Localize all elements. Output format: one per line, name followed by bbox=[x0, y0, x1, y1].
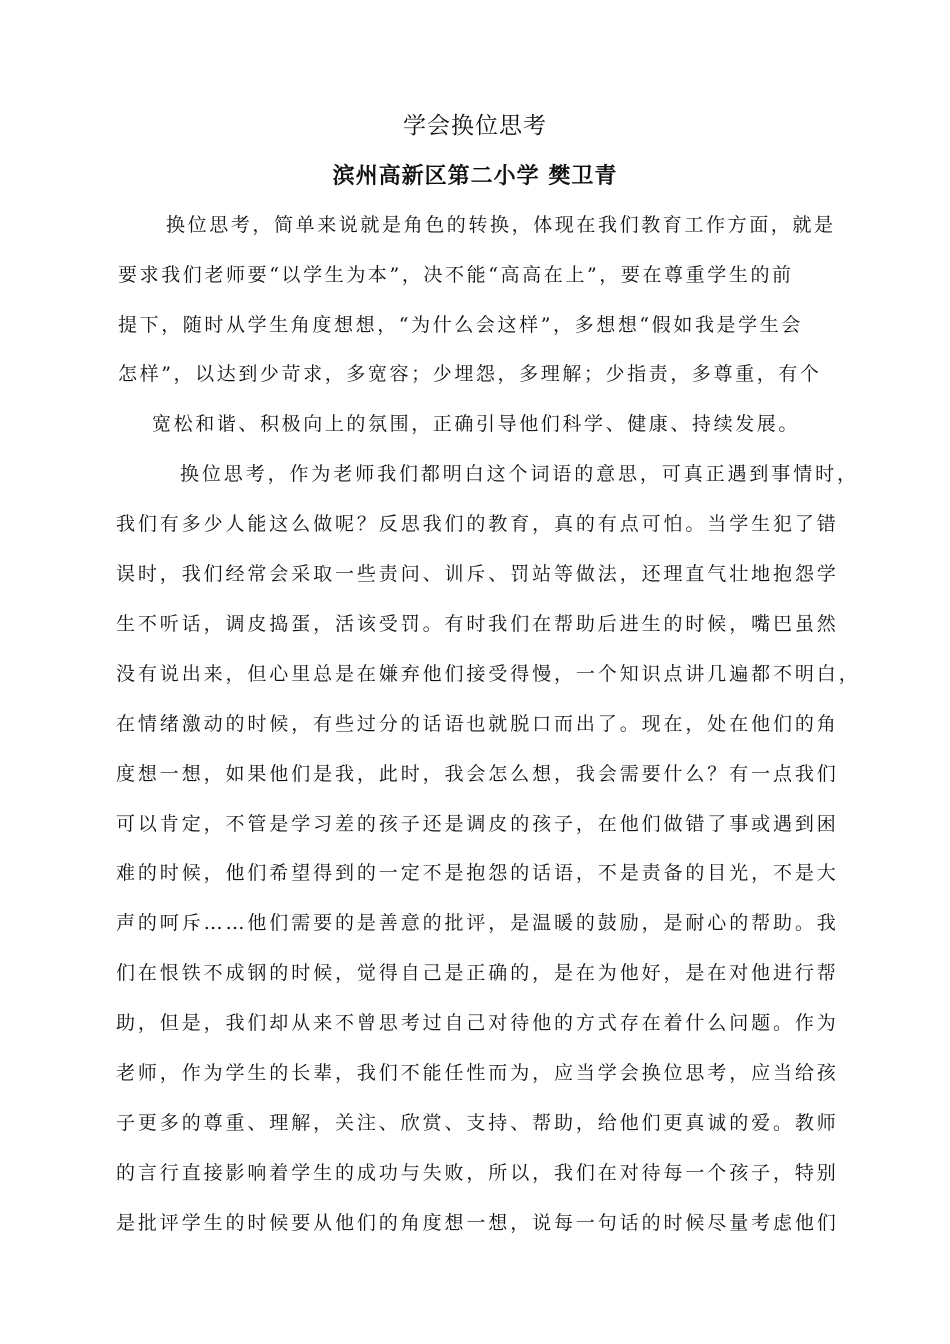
text-line: 怎样”，以达到少苛求，多宽容；少埋怨，多理解；少指责，多尊重，有个 bbox=[118, 363, 822, 385]
text-line: 的言行直接影响着学生的成功与失败，所以，我们在对待每一个孩子，特别 bbox=[116, 1162, 839, 1184]
text-line: 子更多的尊重、理解，关注、欣赏、支持、帮助，给他们更真诚的爱。教师 bbox=[116, 1112, 839, 1134]
document-title: 学会换位思考 bbox=[403, 113, 547, 139]
text-line: 们在恨铁不成钢的时候，觉得自己是正确的，是在为他好，是在对他进行帮 bbox=[116, 962, 839, 984]
text-line: 换位思考，作为老师我们都明白这个词语的意思，可真正遇到事情时， bbox=[180, 463, 859, 485]
text-line: 声的呵斥……他们需要的是善意的批评，是温暖的鼓励，是耐心的帮助。我 bbox=[116, 912, 839, 934]
text-line: 没有说出来，但心里总是在嫌弃他们接受得慢，一个知识点讲几遍都不明白， bbox=[116, 663, 861, 685]
text-line: 换位思考，简单来说就是角色的转换，体现在我们教育工作方面，就是 bbox=[166, 214, 836, 236]
text-line: 老师，作为学生的长辈，我们不能任性而为，应当学会换位思考，应当给孩 bbox=[116, 1062, 839, 1084]
text-line: 误时，我们经常会采取一些责问、训斥、罚站等做法，还理直气壮地抱怨学 bbox=[116, 563, 839, 585]
text-line: 助，但是，我们却从来不曾思考过自己对待他的方式存在着什么问题。作为 bbox=[116, 1012, 839, 1034]
author-line: 滨州高新区第二小学 樊卫青 bbox=[332, 163, 618, 189]
text-line: 提下，随时从学生角度想想，“为什么会这样”，多想想“假如我是学生会 bbox=[118, 314, 803, 336]
text-line: 可以肯定，不管是学习差的孩子还是调皮的孩子，在他们做错了事或遇到困 bbox=[116, 813, 839, 835]
text-line: 生不听话，调皮捣蛋，活该受罚。有时我们在帮助后进生的时候，嘴巴虽然 bbox=[116, 613, 839, 635]
text-line: 度想一想，如果他们是我，此时，我会怎么想，我会需要什么？有一点我们 bbox=[116, 763, 839, 785]
text-line: 我们有多少人能这么做呢？反思我们的教育，真的有点可怕。当学生犯了错 bbox=[116, 513, 839, 535]
text-line: 要求我们老师要“以学生为本”，决不能“高高在上”，要在尊重学生的前 bbox=[118, 264, 794, 286]
text-line: 难的时候，他们希望得到的一定不是抱怨的话语，不是责备的目光，不是大 bbox=[116, 862, 839, 884]
text-line: 宽松和谐、积极向上的氛围，正确引导他们科学、健康、持续发展。 bbox=[152, 413, 801, 435]
text-line: 是批评学生的时候要从他们的角度想一想，说每一句话的时候尽量考虑他们 bbox=[116, 1212, 839, 1234]
text-line: 在情绪激动的时候，有些过分的话语也就脱口而出了。现在，处在他们的角 bbox=[116, 713, 839, 735]
